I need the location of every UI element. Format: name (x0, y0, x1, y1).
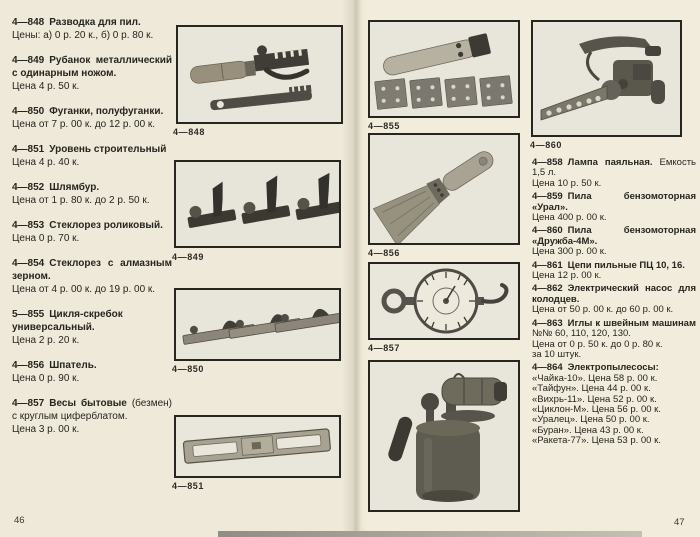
entry-name-suffix: №№ 60, 110, 120, 130. (532, 328, 631, 340)
entry-price: Цена 400 р. 00 к. (532, 212, 607, 224)
entry-code: 4—850 (12, 106, 45, 117)
scraper-with-blades-photo (370, 22, 518, 116)
entry-heading (532, 192, 696, 213)
jointer-planes-photo (176, 290, 339, 359)
entry-name: Иглы к швейным машинам (567, 317, 696, 329)
entry-price: Цена 12 р. 00 к. (532, 270, 602, 282)
entry-name: Пила бензомоторная «Дружба-4М». (532, 225, 696, 247)
metal-hand-planes-photo (176, 162, 339, 246)
entry-price: «Буран». Цена 43 р. 00 к. (532, 424, 644, 436)
entry-price: «Ракета-77». Цена 53 р. 00 к. (532, 435, 661, 447)
entry-heading (12, 397, 172, 423)
catalog-entry (12, 181, 172, 207)
figure-caption: 4—860 (530, 140, 563, 150)
entry-name: Фуганки, полуфуганки. (49, 106, 164, 117)
entry-price: Цена 4 р. 40 к. (12, 157, 80, 168)
entry-price: Цена 300 р. 00 к. (532, 246, 607, 258)
entry-name: Лампа паяльная. (567, 157, 653, 168)
entry-heading (12, 54, 172, 80)
entry-code: 4—857 (12, 398, 45, 409)
entry-code: 4—851 (12, 144, 45, 155)
entry-name: Шпатель. (49, 360, 97, 371)
entry-code: 4—853 (12, 220, 45, 231)
entry-price: Цены: а) 0 р. 20 к., б) 0 р. 80 к. (12, 30, 154, 41)
entry-code: 4—862 (532, 283, 563, 295)
entry-heading (532, 226, 696, 247)
entry-heading (532, 158, 696, 179)
spring-dial-scale-photo (370, 264, 518, 338)
figure-4-855 (368, 20, 520, 118)
figure-caption: 4—851 (172, 481, 205, 491)
entry-price: Цена 4 р. 50 к. (12, 81, 80, 92)
entry-name: Весы бытовые (49, 398, 127, 409)
catalog-entry (12, 308, 172, 347)
catalog-entry (532, 363, 696, 446)
figure-caption: 4—848 (173, 127, 206, 137)
entry-name: Цепи пильные ПЦ 10, 16. (567, 259, 685, 271)
entry-name: Шлямбур. (49, 182, 100, 193)
catalog-entry (12, 105, 172, 131)
entry-code: 4—856 (12, 360, 45, 371)
entry-code: 4—854 (12, 258, 45, 269)
entry-code: 4—860 (532, 225, 563, 237)
figure-4-860 (531, 20, 682, 137)
entry-price: Цена от 4 р. 00 к. до 19 р. 00 к. (12, 284, 156, 295)
entry-heading (12, 359, 172, 372)
putty-knife-photo (370, 135, 518, 243)
entry-price: «Уралец». Цена 50 р. 00 к. (532, 414, 650, 426)
figure-blowtorch (368, 360, 520, 512)
entry-price: за 10 штук. (532, 348, 582, 360)
entry-name-suffix: Емкость 1,5 л. (532, 157, 696, 179)
entry-price: Цена 0 р. 90 к. (12, 373, 80, 384)
scan-edge-strip (218, 531, 642, 537)
catalog-entry (532, 284, 696, 315)
catalog-entry (12, 16, 172, 42)
entry-price: «Вихрь-11». Цена 52 р. 00 к. (532, 393, 657, 405)
figure-4-849 (174, 160, 341, 248)
entry-price: Цена 3 р. 00 к. (12, 424, 80, 435)
entry-heading (12, 308, 172, 334)
entry-heading (532, 319, 696, 340)
entry-price: Цена 2 р. 20 к. (12, 335, 80, 346)
entry-name: Электропылесосы: (567, 362, 659, 374)
figure-4-850 (174, 288, 341, 361)
figure-caption: 4—856 (368, 248, 401, 258)
catalog-entry (12, 219, 172, 245)
entry-code: 4—849 (12, 55, 45, 66)
entry-heading (532, 284, 696, 305)
catalog-entry (12, 397, 172, 436)
entry-heading (12, 16, 172, 29)
entry-name: Пила бензомоторная «Урал». (532, 191, 696, 213)
entry-price: Цена от 50 р. 00 к. до 60 р. 00 к. (532, 304, 674, 316)
entry-code: 5—855 (12, 309, 45, 320)
catalog-entry (12, 257, 172, 296)
entry-heading (12, 181, 172, 194)
catalog-entry (532, 319, 696, 361)
catalog-entry (532, 261, 696, 282)
left-entries-column (12, 16, 172, 448)
blowtorch-photo (370, 362, 518, 510)
entry-code: 4—848 (12, 17, 45, 28)
catalog-entry (12, 359, 172, 385)
entry-name: Уровень строительный (49, 144, 167, 155)
figure-caption: 4—850 (172, 364, 205, 374)
chainsaw-photo (533, 22, 680, 135)
entry-price: «Тайфун». Цена 44 р. 00 к. (532, 383, 651, 395)
entry-name: Стеклорез роликовый. (49, 220, 163, 231)
entry-name: Рубанок металлический с одинарным ножом. (12, 55, 172, 79)
figure-4-851 (174, 415, 341, 478)
figure-4-848 (176, 25, 343, 124)
construction-level-photo (176, 417, 339, 476)
saw-set-tool-photo (178, 27, 341, 122)
entry-price: «Циклон-М». Цена 56 р. 00 к. (532, 403, 661, 415)
entry-heading (12, 257, 172, 283)
right-entries-column (532, 158, 696, 450)
page-number-left: 46 (14, 515, 25, 526)
entry-code: 4—864 (532, 362, 563, 374)
entry-heading (12, 219, 172, 232)
catalog-entry (532, 226, 696, 257)
catalog-entry (12, 54, 172, 93)
entry-code: 4—863 (532, 317, 563, 329)
figure-4-856 (368, 133, 520, 245)
page-number-right: 47 (674, 517, 685, 528)
entry-price: Цена 10 р. 50 к. (532, 177, 602, 189)
catalog-entry (12, 143, 172, 169)
catalog-entry (532, 192, 696, 223)
book-gutter-shadow (342, 0, 368, 537)
entry-heading (12, 143, 172, 156)
entry-heading (12, 105, 172, 118)
entry-code: 4—858 (532, 157, 563, 168)
entry-price: Цена от 1 р. 80 к. до 2 р. 50 к. (12, 195, 150, 206)
entry-code: 4—852 (12, 182, 45, 193)
catalog-entry (532, 158, 696, 189)
entry-name: Электрический насос для колодцев. (532, 283, 696, 305)
entry-price: Цена 0 р. 70 к. (12, 233, 80, 244)
figure-caption: 4—855 (368, 121, 401, 131)
entry-name: Разводка для пил. (49, 17, 141, 28)
entry-price: Цена от 0 р. 50 к. до 0 р. 80 к. (532, 338, 663, 350)
entry-price: «Чайка-10». Цена 58 р. 00 к. (532, 372, 658, 384)
figure-4-857 (368, 262, 520, 340)
entry-name: Цикля-скребок универсальный. (12, 309, 123, 333)
figure-caption: 4—857 (368, 343, 401, 353)
entry-price: Цена от 7 р. 00 к. до 12 р. 00 к. (12, 119, 156, 130)
entry-code: 4—859 (532, 191, 563, 203)
figure-caption: 4—849 (172, 252, 205, 262)
entry-code: 4—861 (532, 259, 563, 271)
entry-name: Стеклорез с алмазным зерном. (12, 258, 172, 282)
entry-name-suffix: (безмен) с круглым циферблатом. (12, 398, 172, 422)
